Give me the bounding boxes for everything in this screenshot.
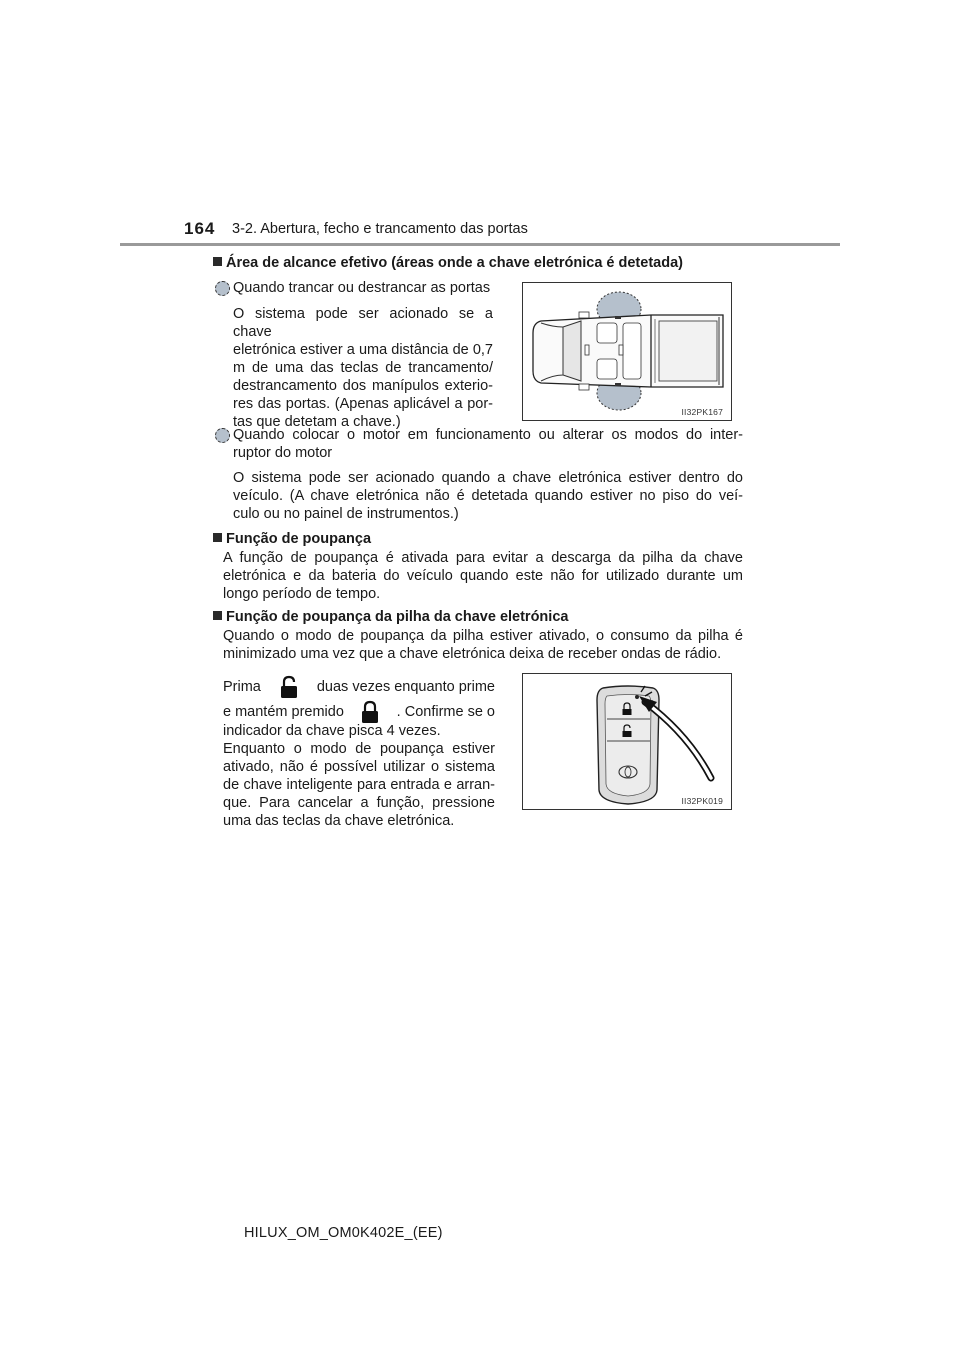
detection-area-marker-icon: [215, 428, 230, 443]
body-line: O sistema pode ser acionado quando a chave eletrónica estiver dentro do: [233, 470, 743, 486]
battery-saving-body: [223, 627, 743, 663]
body-line: veículo. (A chave eletrónica não é detetada quando estiver no piso do veí-: [233, 488, 743, 504]
item-lock-unlock-body: [233, 305, 493, 431]
body-line: ativado, não é possível utilizar o sistema: [223, 759, 495, 775]
body-line: Quando o modo de poupança da pilha estiver ativado, o consumo da pilha é: [223, 628, 743, 644]
battery-saving-heading: Função de poupança da pilha da chave eletrónica: [213, 607, 568, 627]
body-line: destrancamento dos manípulos exterio-: [233, 378, 493, 394]
figure-code: II32PK019: [681, 796, 723, 806]
smart-key-icon: [523, 674, 731, 809]
instruction-text: duas vezes enquanto prime: [316, 679, 495, 695]
title-line: Quando colocar o motor em funcionamento ou alterar os modos do inter-: [233, 427, 743, 443]
body-line: minimizado uma vez que a chave eletrónica deixa de receber ondas de rádio.: [223, 646, 722, 662]
item-lock-unlock-title: Quando trancar ou destrancar as portas: [233, 280, 491, 296]
body-line: de chave inteligente para entrada e arran-: [223, 777, 495, 793]
body-line: A função de poupança é ativada para evitar a descarga da pilha da chave: [223, 550, 743, 566]
body-line: uma das teclas da chave eletrónica.: [223, 813, 455, 829]
instruction-line-1: [223, 675, 495, 699]
instruction-text: . Confirme se o: [396, 704, 495, 720]
body-line: culo ou no painel de instrumentos.): [233, 506, 459, 522]
body-line: indicador da chave pisca 4 vezes.: [223, 723, 441, 739]
bullet-square-icon: [213, 257, 222, 266]
body-line: res das portas. (Apenas aplicável a por-: [233, 396, 493, 412]
body-line: longo período de tempo.: [223, 586, 381, 602]
body-line: m de uma das teclas de trancamento/: [233, 360, 493, 376]
title-line: ruptor do motor: [233, 445, 333, 461]
lock-button-icon: [360, 700, 380, 724]
item-start-engine-body: [233, 469, 743, 523]
instruction-text: Prima: [223, 679, 261, 695]
bullet-square-icon: [213, 611, 222, 620]
saving-function-body: [223, 549, 743, 603]
bullet-square-icon: [213, 533, 222, 542]
body-line: eletrónica e da bateria do veículo quando este não for utilizado durante um: [223, 568, 743, 584]
body-line: Enquanto o modo de poupança estiver: [223, 741, 495, 757]
item-start-engine-title: [233, 426, 743, 462]
section-title: 3-2. Abertura, fecho e trancamento das portas: [232, 221, 528, 237]
document-code: HILUX_OM_OM0K402E_(EE): [244, 1225, 443, 1241]
unlock-button-icon: [279, 675, 299, 699]
page-number: 164: [184, 219, 216, 238]
instruction-rest: [223, 722, 495, 830]
body-line: que. Para cancelar a função, pressione: [223, 795, 495, 811]
body-line: tas que detetam a chave.): [233, 414, 401, 430]
truck-top-view-icon: [523, 283, 731, 420]
body-line: O sistema pode ser acionado se a chave: [233, 306, 493, 340]
smart-key-figure: [522, 673, 732, 810]
vehicle-detection-area-figure: [522, 282, 732, 421]
detection-area-marker-icon: [215, 281, 230, 296]
header-divider: [120, 243, 840, 246]
instruction-line-2: [223, 700, 495, 724]
saving-function-heading: Função de poupança: [213, 529, 371, 549]
instruction-text: e mantém premido: [223, 704, 344, 720]
effective-range-heading: Área de alcance efetivo (áreas onde a chave eletrónica é detetada): [213, 253, 683, 273]
figure-code: II32PK167: [681, 407, 723, 417]
body-line: eletrónica estiver a uma distância de 0,7: [233, 342, 493, 358]
